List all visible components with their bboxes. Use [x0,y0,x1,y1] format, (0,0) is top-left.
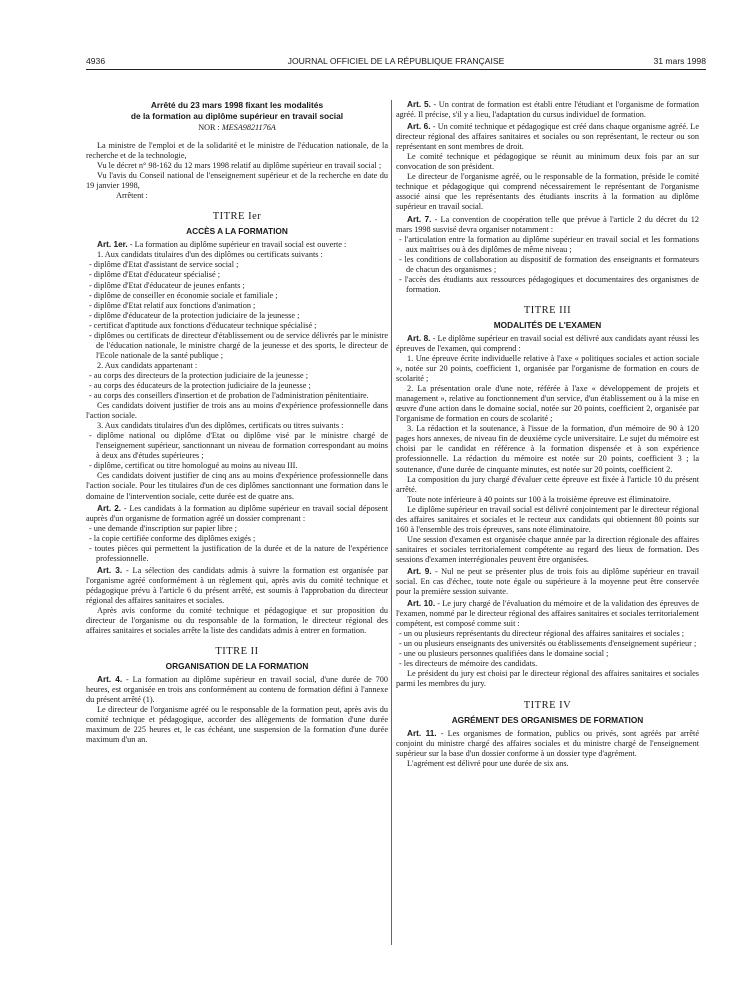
list-item: - diplôme d'éducateur de la protection judiciaire de la jeunesse ; [89,310,300,320]
article: Art. 11. - Les organismes de formation, publics ou privés, sont agréés par arrêté conjoint du ministre chargé des affaires sociales et du ministre chargé de l'enseignement supérieur sur la base d'un dossier conforme à un dossier type d'agrément. [396,728,699,758]
list-item: - une ou plusieurs personnes qualifiées dans le domaine social ; [399,649,609,659]
list-item: - l'accès des étudiants aux ressources pédagogiques et documentaires des organismes de formation. [399,274,699,294]
list-item: - les directeurs de mémoire des candidats. [399,659,538,669]
section-heading: ORGANISATION DE LA FORMATION [165,661,309,672]
issue-date: 31 mars 1998 [653,56,706,66]
list-item: - au corps des éducateurs de la protection judiciaire de la jeunesse ; [89,380,311,390]
article: Art. 8. - Le diplôme supérieur en travail social est délivré aux candidats ayant réussi les épreuves de l'examen, qui comprend : [396,333,699,353]
paragraph: 2. La présentation orale d'une note, référée à l'axe « développement de projets et management », relative au fonctionnement d'un service, d'un établissement ou à la mise en œuvre d'une action dans le domaine social, notée sur 20 points, coefficient 2, organisée par l'organisme de formation en cours de scolarité ; [396,384,699,424]
paragraph: 1. Une épreuve écrite individuelle relative à l'axe « politiques sociales et action sociale », notée sur 20 points, coefficient 1, organisée par l'organisme de formation en cours de scolarité ; [396,353,699,384]
paragraph: Le directeur de l'organisme agréé ou le responsable de la formation peut, après avis du comité technique et pédagogique, accorder des allègements de formation d'une durée maximum de 225 heures et, le cas échéant, une suspension de la formation d'une durée maximum d'un an. [86,705,388,745]
list-item: - une demande d'inscription sur papier libre ; [89,523,237,533]
list-item: - diplôme d'Etat relatif aux fonctions d'animation ; [89,300,256,310]
section-heading: ACCÈS A LA FORMATION [186,226,288,237]
titre-heading: TITRE III [523,304,572,316]
page-header [86,55,706,67]
paragraph: Vu l'avis du Conseil national de l'enseignement supérieur et de la recherche en date du 19 janvier 1998, [86,171,388,191]
paragraph: Le directeur de l'organisme agréé, ou le responsable de la formation, préside le comité technique et pédagogique qui comprend nécessairement le représentant de l'organisme associé ainsi que les représentants des étudiants inscrits à la formation au diplôme supérieur en travail social. [396,172,699,212]
article: Art. 1er. - La formation au diplôme supérieur en travail social est ouverte : [97,240,347,250]
list-item: - toutes pièces qui permettent la justification de la durée et de la nature de l'expérience professionnelle. [89,543,388,563]
article: Art. 10. - Le jury chargé de l'évaluation du mémoire et de la validation des épreuves de l'examen, nommé par le directeur régional des affaires sanitaires et sociales territorialement compétent, est composé comme suit : [396,599,700,629]
section-heading: AGRÉMENT DES ORGANISMES DE FORMATION [451,714,644,725]
left-column [86,100,388,745]
paragraph: La ministre de l'emploi et de la solidarité et le ministre de l'éducation nationale, de la recherche et de la technologie, [86,141,388,161]
section-heading: MODALITÉS DE L'EXAMEN [493,319,602,330]
list-item: - diplôme d'Etat d'éducateur spécialisé ; [89,270,221,280]
paragraph: Toute note inférieure à 40 points sur 100 à la troisième épreuve est éliminatoire. [407,494,671,504]
paragraph: 2. Aux candidats appartenant : [97,360,198,370]
list-item: - diplôme de conseiller en économie sociale et familiale ; [89,290,278,300]
paragraph: 3. La rédaction et la soutenance, à l'issue de la formation, d'un mémoire de 90 à 120 pages hors annexes, de niveau fin de deuxième cycle universitaire. Le sujet du mémoire est choisi par le candidat en référence à la formation dispensée et à son expérience professionnelle. La rédaction du mémoire est notée sur 20 points, coefficient 3 ; la soutenance, d'une durée de cinquante minutes, est notée sur 20 points, coefficient 2. [396,424,699,474]
paragraph: Le président du jury est choisi par le directeur régional des affaires sanitaires et sociales parmi les membres du jury. [396,669,699,689]
list-item: - l'articulation entre la formation au diplôme supérieur en travail social et les formations aux maîtrises ou à des diplômes de même niveau ; [399,234,699,254]
article: Art. 9. - Nul ne peut se présenter plus de trois fois au diplôme supérieur en travail social. En cas d'échec, toute note égale ou supérieure à la moyenne peut être conservée pour la première session suivante. [396,566,699,597]
paragraph: Ces candidats doivent justifier de trois ans au moins d'expérience professionnelle dans l'action sociale. [86,401,388,421]
list-item: - les conditions de collaboration au dispositif de formation des enseignants et formateurs de chacun des organismes ; [399,254,699,274]
article: Art. 6. - Un comité technique et pédagogique est créé dans chaque organisme agréé. Le directeur régional des affaires sanitaires et sociales ou son représentant, le recteur ou son représentant en sont membres de droit. [396,122,699,152]
list-item: - diplôme d'Etat d'éducateur de jeunes enfants ; [89,280,245,290]
paragraph: Une session d'examen est organisée chaque année par la direction régionale des affaires sanitaires et sociales territorialement compétente au regard des lieux de formation. Des sessions d'examen interrégionales peuvent être organisées. [396,534,699,564]
column-divider [391,100,392,945]
page-number: 4936 [86,56,106,66]
article: Art. 7. - La convention de coopération telle que prévue à l'article 2 du décret du 12 mars 1998 susvisé devra organiser notamment : [396,214,700,234]
right-column [396,100,699,769]
list-item: - au corps des conseillers d'insertion et de probation de l'administration pénitentiaire. [89,391,369,401]
paragraph: Le comité technique et pédagogique se réunit au minimum deux fois par an sur convocation de son président. [396,152,699,172]
header-rule [86,69,706,70]
paragraph: La composition du jury chargé d'évaluer cette épreuve est fixée à l'article 10 du présent arrêté. [396,474,699,494]
paragraph: Arrêtent : [116,191,148,201]
decree-title: Arrêté du 23 mars 1998 fixant les modalités de la formation au diplôme supérieur en travail social [130,100,344,121]
journal-title: JOURNAL OFFICIEL DE LA RÉPUBLIQUE FRANÇAISE [287,56,505,66]
list-item: - diplôme national ou diplôme d'Etat ou diplôme visé par le ministre chargé de l'enseignement supérieur, sanctionnant un niveau de formation correspondant au moins à deux ans d'études supérieures ; [89,431,388,461]
list-item: - un ou plusieurs représentants du directeur régional des affaires sanitaires et sociales ; [399,629,685,639]
paragraph: Le diplôme supérieur en travail social est délivré conjointement par le directeur régional des affaires sanitaires et sociales et le recteur aux candidats qui obtiennent 80 points sur 160 à l'ensemble des trois épreuves, sans note éliminatoire. [396,504,699,534]
titre-heading: TITRE II [215,646,259,658]
nor-reference: NOR : MESA9821176A [198,123,276,132]
titre-heading: TITRE Ier [212,211,262,223]
paragraph: 1. Aux candidats titulaires d'un des diplômes ou certificats suivants : [97,250,323,260]
paragraph: Vu le décret n° 98-162 du 12 mars 1998 relatif au diplôme supérieur en travail social ; [97,161,382,171]
paragraph: Ces candidats doivent justifier de cinq ans au moins d'expérience professionnelle dans l'action sociale. Pour les titulaires d'un de ces diplômes sanctionnant une formation dans le domaine de l'intervention sociale, cette durée est de quatre ans. [86,471,388,501]
list-item: - un ou plusieurs enseignants des universités ou établissements d'enseignement supérieur ; [399,639,697,649]
paragraph: L'agrément est délivré pour une durée de six ans. [407,758,569,768]
list-item: - diplômes ou certificats de directeur d'établissement ou de service délivrés par le ministre de l'éducation nationale, le ministre chargé de la jeunesse et des sports, le directeur de l'Ecole nationale de la santé publique ; [89,330,388,360]
article: Art. 2. - Les candidats à la formation au diplôme supérieur en travail social déposent auprès d'un organisme de formation agréé un dossier comprenant : [86,503,388,523]
paragraph: Après avis conforme du comité technique et pédagogique et sur proposition du directeur de l'organisme ou du responsable de la formation, le directeur régional des affaires sanitaires et sociales arrête la liste des candidats admis à entrer en formation. [86,606,388,636]
list-item: - diplôme d'Etat d'assistant de service social ; [89,260,239,270]
titre-heading: TITRE IV [523,699,572,711]
list-item: - la copie certifiée conforme des diplômes exigés ; [89,533,256,543]
article: Art. 4. - La formation au diplôme supérieur en travail social, d'une durée de 700 heures, est organisée en trois ans conformément au contenu de formation défini à l'annexe du présent arrêté (1). [86,675,388,705]
article: Art. 3. - La sélection des candidats admis à suivre la formation est organisée par l'organisme agréé conformément à un règlement qui, après avis du comité technique et pédagogique prévu à l'article 6 du présent arrêté, est soumis à l'approbation du directeur régional des affaires sanitaires et sociales. [86,565,388,605]
list-item: - au corps des directeurs de la protection judiciaire de la jeunesse ; [89,370,308,380]
list-item: - certificat d'aptitude aux fonctions d'éducateur technique spécialisé ; [89,320,317,330]
list-item: - diplôme, certificat ou titre homologué au moins au niveau III. [89,461,298,471]
article: Art. 5. - Un contrat de formation est établi entre l'étudiant et l'organisme de formation agréé. Il précise, s'il y a lieu, l'adaptation du cursus individuel de formation. [396,100,699,120]
paragraph: 3. Aux candidats titulaires d'un des diplômes, certificats ou titres suivants : [97,421,344,431]
